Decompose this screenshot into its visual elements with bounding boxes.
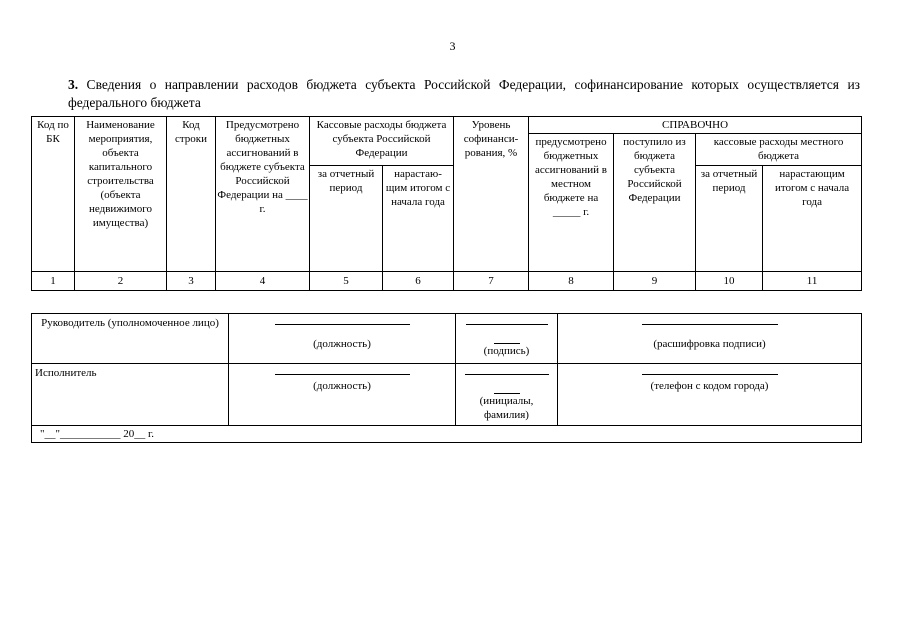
executor-phone-line xyxy=(642,366,778,375)
head-decoding-field[interactable] xyxy=(558,314,862,364)
column-number: 3 xyxy=(167,272,216,291)
date-field[interactable] xyxy=(32,426,862,443)
executor-initials-line xyxy=(465,366,549,375)
column-number: 2 xyxy=(75,272,167,291)
header-cofinancing-level: Уровень софинанси-рования, % xyxy=(454,117,529,272)
executor-initials-short-line xyxy=(494,383,520,394)
executor-phone-caption: (телефон с кодом города) xyxy=(650,380,769,392)
head-signature-caption: (подпись) xyxy=(483,345,530,357)
header-local-planned: предусмотрено бюджетных ассигнований в местном бюджете на _____ г. xyxy=(529,134,614,272)
section-title: Сведения о направлении расходов бюджета субъекта Российской Федерации, софинансирование которых осуществляется из федерального бюджета xyxy=(68,77,860,110)
header-received-from-subject: поступило из бюджета субъекта Российской Федерации xyxy=(614,134,696,272)
signature-table xyxy=(31,313,862,443)
executor-initials-caption: (инициалы, фамилия) xyxy=(479,395,534,421)
column-number: 8 xyxy=(529,272,614,291)
column-number: 5 xyxy=(310,272,383,291)
executor-phone-field[interactable] xyxy=(558,364,862,426)
executor-position-caption: (должность) xyxy=(313,380,371,392)
header-subject-cumulative: нарастаю-щим итогом с начала года xyxy=(383,166,454,272)
head-decoding-caption: (расшифровка подписи) xyxy=(653,338,766,350)
header-planned-allocations: Предусмотрено бюджетных ассигнований в бюджете субъекта Российской Федерации на ____ г. xyxy=(216,117,310,272)
executor-label: Исполнитель xyxy=(32,364,229,426)
column-number: 6 xyxy=(383,272,454,291)
header-subject-reporting-period: за отчетный период xyxy=(310,166,383,272)
header-code-bk: Код по БК xyxy=(32,117,75,272)
head-position-line xyxy=(275,316,410,325)
header-reference-group: СПРАВОЧНО xyxy=(529,117,862,134)
executor-initials-field[interactable] xyxy=(456,364,558,426)
executor-position-line xyxy=(275,366,410,375)
expenses-table xyxy=(31,116,862,291)
header-local-cash-expenses-group: кассовые расходы местного бюджета xyxy=(696,134,862,166)
header-line-code: Код строки xyxy=(167,117,216,272)
head-label: Руководитель (уполномоченное лицо) xyxy=(32,314,229,364)
header-local-reporting-period: за отчетный период xyxy=(696,166,763,272)
date-line: "__"___________ 20__ г. xyxy=(40,428,155,440)
column-number: 9 xyxy=(614,272,696,291)
header-local-cumulative: нарастающим итогом с начала года xyxy=(763,166,862,272)
column-number: 7 xyxy=(454,272,529,291)
section-heading xyxy=(68,76,860,112)
header-cash-expenses-group: Кассовые расходы бюджета субъекта Российской Федерации xyxy=(310,117,454,166)
column-number: 10 xyxy=(696,272,763,291)
section-number: 3. xyxy=(68,77,79,92)
head-signature-short-line xyxy=(494,333,520,344)
column-number: 4 xyxy=(216,272,310,291)
head-signature-line xyxy=(466,316,548,325)
head-decoding-line xyxy=(642,316,778,325)
executor-position-field[interactable] xyxy=(229,364,456,426)
head-position-caption: (должность) xyxy=(313,338,371,350)
header-event-name: Наименование мероприятия, объекта капитального строительства (объекта недвижимого имущества) xyxy=(75,117,167,272)
head-position-field[interactable] xyxy=(229,314,456,364)
page-number: 3 xyxy=(449,39,456,53)
head-signature-field[interactable] xyxy=(456,314,558,364)
column-number: 11 xyxy=(763,272,862,291)
column-number: 1 xyxy=(32,272,75,291)
